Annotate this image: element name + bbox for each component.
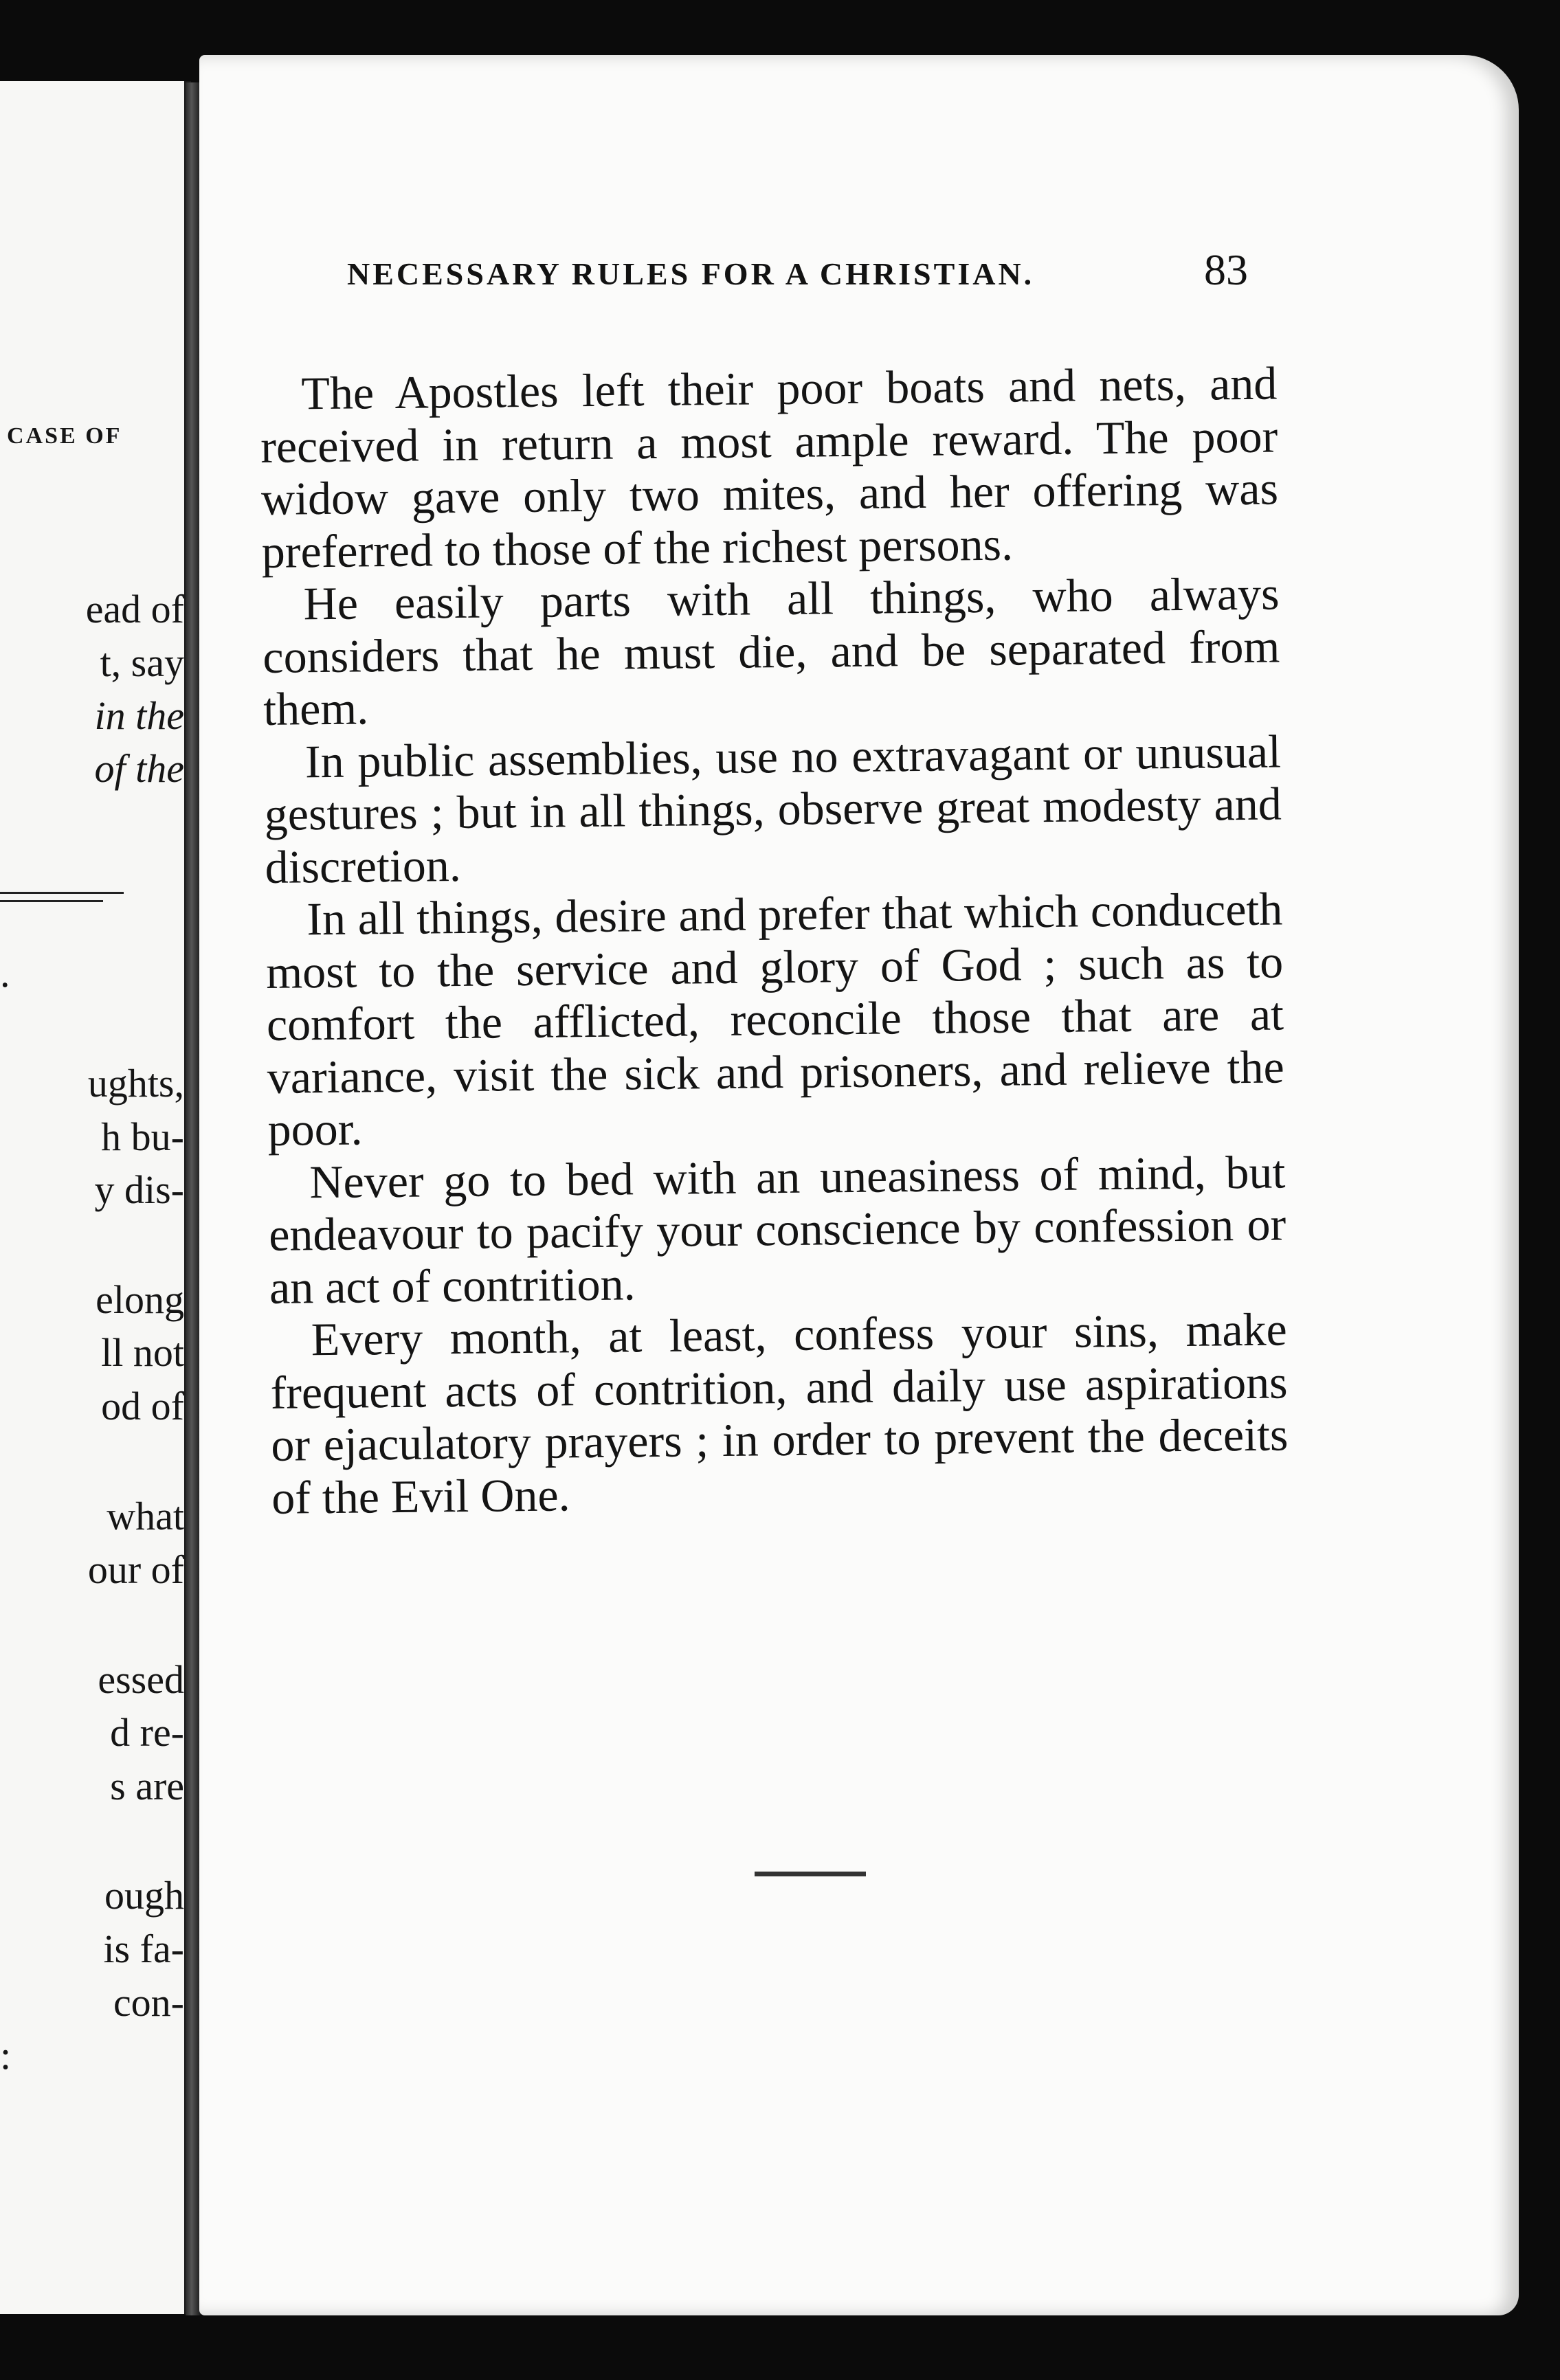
page-number: 83 [1204, 245, 1248, 294]
running-head: NECESSARY RULES FOR A CHRISTIAN. [347, 256, 1035, 291]
facing-page-line: d re- [110, 1710, 184, 1755]
facing-page-running-head: CASE OF [7, 423, 122, 449]
page-body [260, 357, 1289, 1524]
facing-page-line: ughts, [87, 1061, 184, 1105]
facing-page-rule-thin [0, 900, 103, 902]
facing-page-rule [0, 892, 124, 894]
facing-page [0, 81, 191, 2314]
paragraph: Every month, at least, confess your sins, make frequent acts of contrition, and daily use aspirations or ejaculatory prayers ; in order to prevent the deceits of the Evil One. [270, 1303, 1289, 1524]
facing-page-line: ll not [101, 1330, 184, 1375]
facing-page-line: elong [96, 1277, 184, 1322]
facing-page-line: ead of [85, 587, 184, 631]
facing-page-line: what [107, 1494, 184, 1538]
paragraph: In all things, desire and prefer that which conduceth most to the service and glory of God ; such as to comfort the afflicted, reconcile those that are at variance, visit the sick and prisoners, and relieve the poor. [265, 882, 1285, 1156]
facing-page-line: essed [98, 1657, 184, 1702]
facing-page-line: s are [110, 1764, 184, 1808]
facing-page-line: t, say [100, 640, 184, 685]
book-gutter [186, 82, 201, 2315]
facing-page-line: . [0, 951, 10, 996]
facing-page-line: our of [87, 1547, 184, 1592]
facing-page-line: : [0, 2033, 12, 2078]
facing-page-line: in the [94, 693, 184, 738]
section-end-rule [755, 1872, 866, 1876]
facing-page-line: con- [113, 1980, 184, 2025]
paragraph: The Apostles left their poor boats and nets, and received in return a most ample reward. The poor widow gave only two mites, and her offering was preferred to those of the richest persons. [260, 357, 1279, 578]
facing-page-line: is fa- [103, 1927, 184, 1971]
facing-page-line: ough [104, 1873, 184, 1918]
paragraph: In public assemblies, use no extravagant or unusual gestures ; but in all things, observe great modesty and discretion. [264, 724, 1282, 893]
facing-page-line: od of [101, 1384, 184, 1428]
facing-page-line: h bu- [101, 1114, 184, 1159]
facing-page-line: of the [94, 746, 184, 791]
paragraph: Never go to bed with an uneasiness of mind, but endeavour to pacify your conscience by confession or an act of contrition. [268, 1145, 1286, 1314]
paragraph: He easily parts with all things, who always considers that he must die, and be separated from them. [263, 567, 1280, 735]
facing-page-line: y dis- [94, 1167, 184, 1212]
